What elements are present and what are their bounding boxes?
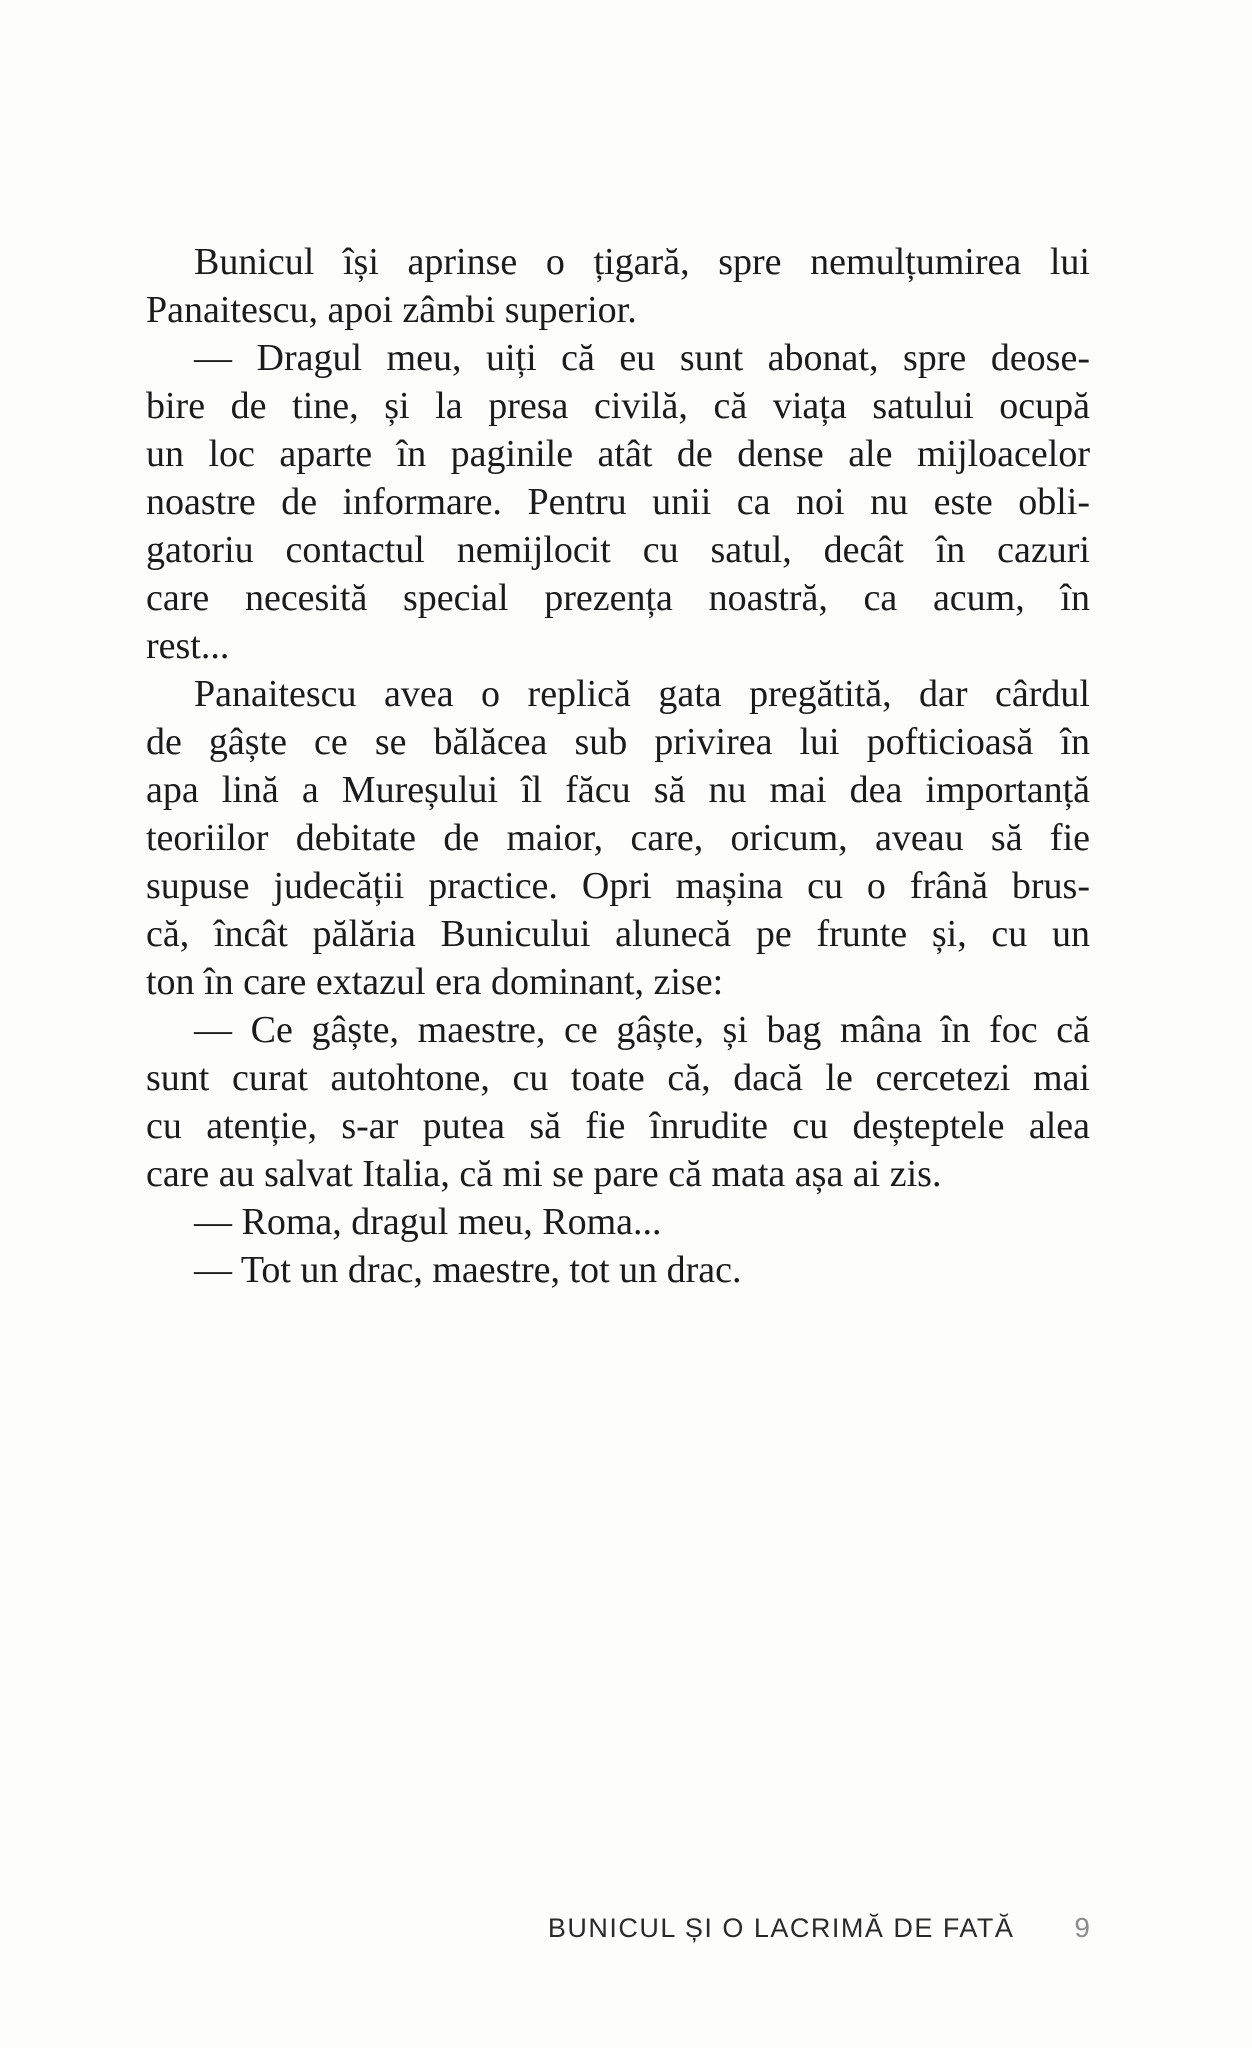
- paragraph: [146, 1246, 1090, 1294]
- text-line: sunt curat autohtone, cu toate că, dacă le cercetezi mai: [146, 1057, 1090, 1099]
- text-line: Panaitescu, apoi zâmbi superior.: [146, 289, 637, 331]
- text-line: de gâște ce se bălăcea sub privirea lui pofticioasă în: [146, 721, 1090, 763]
- text-line: ton în care extazul era dominant, zise:: [146, 961, 724, 1003]
- running-footer: [146, 1912, 1090, 1944]
- paragraph: [146, 1006, 1090, 1198]
- text-line: care necesită special prezența noastră, ca acum, în: [146, 577, 1090, 619]
- text-line: — Tot un drac, maestre, tot un drac.: [194, 1249, 742, 1291]
- paragraph: [146, 670, 1090, 1006]
- text-line: că, încât pălăria Bunicului alunecă pe frunte și, cu un: [146, 913, 1090, 955]
- paragraph: [146, 334, 1090, 670]
- text-line: teoriilor debitate de maior, care, oricum, aveau să fie: [146, 817, 1090, 859]
- text-line: apa lină a Mureșului îl făcu să nu mai dea importanță: [146, 769, 1090, 811]
- text-line: supuse judecății practice. Opri mașina cu o frână brus-: [146, 865, 1090, 907]
- text-line: care au salvat Italia, că mi se pare că mata așa ai zis.: [146, 1153, 942, 1195]
- body-text: [146, 238, 1090, 1294]
- text-line: gatoriu contactul nemijlocit cu satul, decât în cazuri: [146, 529, 1090, 571]
- text-line: — Roma, dragul meu, Roma...: [194, 1201, 662, 1243]
- text-line: cu atenție, s-ar putea să fie înrudite cu deșteptele alea: [146, 1105, 1090, 1147]
- text-line: bire de tine, și la presa civilă, că viața satului ocupă: [146, 385, 1090, 427]
- text-line: — Ce gâște, maestre, ce gâște, și bag mâna în foc că: [194, 1009, 1090, 1051]
- paragraph: [146, 1198, 1090, 1246]
- text-line: — Dragul meu, uiți că eu sunt abonat, spre deose-: [194, 337, 1090, 379]
- text-line: un loc aparte în paginile atât de dense ale mijloacelor: [146, 433, 1090, 475]
- running-footer-title: BUNICUL ȘI O LACRIMĂ DE FATĂ: [547, 1913, 1015, 1943]
- text-line: noastre de informare. Pentru unii ca noi nu este obli-: [146, 481, 1090, 523]
- text-line: rest...: [146, 625, 230, 667]
- text-line: Panaitescu avea o replică gata pregătită, dar cârdul: [194, 673, 1090, 715]
- text-line: Bunicul își aprinse o țigară, spre nemulțumirea lui: [194, 241, 1090, 283]
- page-number: 9: [1074, 1912, 1090, 1943]
- paragraph: [146, 238, 1090, 334]
